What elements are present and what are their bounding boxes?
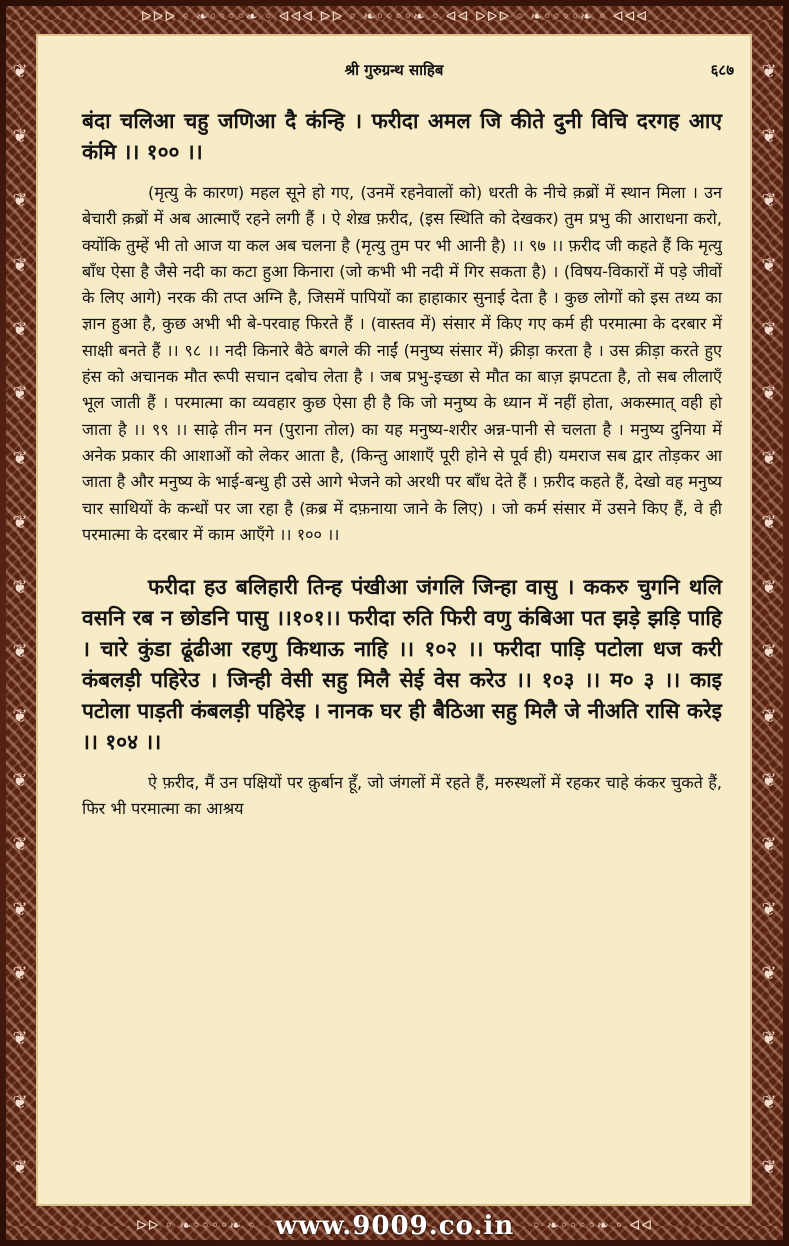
scroll-ornament-icon: ❦ — [761, 963, 777, 985]
bottom-right-ornament: ◦ ❧◦◦◦◦❧ ◦ ᐊᐊ — [532, 1218, 654, 1234]
scroll-ornament-icon: ❦ — [12, 1027, 28, 1049]
scroll-ornament-icon: ❦ — [12, 705, 28, 727]
translation-block-2: ऐ फ़रीद, मैं उन पक्षियों पर क़ुर्बान हूँ, जो जंगलों में रहते हैं, मरुस्थलों में रहकर चाहे कंकर चुकते हैं, फिर भी परमात्मा का आश्रय — [82, 773, 722, 819]
scroll-ornament-icon: ❦ — [761, 576, 777, 598]
scroll-ornament-icon: ❦ — [761, 447, 777, 469]
scroll-ornament-icon: ❦ — [12, 963, 28, 985]
top-ornament-band — [0, 0, 789, 34]
scroll-ornament-icon: ❦ — [761, 1092, 777, 1114]
scroll-ornament-icon: ❦ — [761, 318, 777, 340]
scripture-page — [36, 34, 752, 1206]
scroll-ornament-icon: ❦ — [12, 125, 28, 147]
scroll-ornament-icon: ❦ — [761, 125, 777, 147]
scroll-ornament-icon: ❦ — [761, 1156, 777, 1178]
scroll-ornament-icon: ❦ — [12, 190, 28, 212]
page-number: ६८७ — [710, 61, 734, 79]
site-url-link[interactable]: www.9009.co.in — [274, 1211, 515, 1241]
scroll-ornament-icon: ❦ — [761, 770, 777, 792]
scroll-ornament-icon: ❦ — [12, 447, 28, 469]
bottom-ornament-band — [0, 1206, 789, 1246]
scroll-ornament-icon: ❦ — [12, 770, 28, 792]
scroll-ornament-icon: ❦ — [761, 898, 777, 920]
scroll-ornament-icon: ❦ — [12, 834, 28, 856]
scroll-ornament-icon: ❦ — [761, 705, 777, 727]
scroll-ornament-icon: ❦ — [761, 641, 777, 663]
scroll-ornament-icon: ❦ — [12, 1156, 28, 1178]
scroll-ornament-icon: ❦ — [12, 641, 28, 663]
scroll-ornament-icon: ❦ — [761, 834, 777, 856]
scroll-ornament-icon: ❦ — [12, 576, 28, 598]
scroll-ornament-icon: ❦ — [12, 898, 28, 920]
scroll-ornament-icon: ❦ — [761, 383, 777, 405]
scroll-ornament-icon: ❦ — [761, 512, 777, 534]
translation-block-1: (मृत्यु के कारण) महल सूने हो गए, (उनमें रहनेवालों को) धरती के नीचे क़ब्रों में स्थान मिला । उन बेचारी क़ब्रों में अब आत्माएँ रहने लगी हैं । ऐ शेख़ फ़रीद, (इस स्थिति को देखकर) तुम प्रभु की आराधना करो, क्योंकि तुम्हें भी तो आज या कल अब चलना है (मृत्यु तुम पर भी आनी है) ।। ९७ ।। फ़रीद जी कहते हैं कि मृत्यु बाँध ऐसा है जैसे नदी का कटा हुआ किनारा (जो कभी भी नदी में गिर सकता है) । (विषय-विकारों में पड़े जीवों के लिए आगे) नरक की तप्त अग्नि है, जिसमें पापियों का हाहाकार सुनाई देता है । कुछ लोगों को इस तथ्य का ज्ञान हुआ है, कुछ अभी भी बे-परवाह फिरते हैं । (वास्तव में) संसार में किए गए कर्म ही परमात्मा के दरबार में साक्षी बनते हैं ।। ९८ ।। नदी किनारे बैठे बगले की नाईं (मनुष्य संसार में) क्रीड़ा करता है । उस क्रीड़ा करते हुए हंस को अचानक मौत रूपी सचान दबोच लेता है । जब प्रभु-इच्छा से मौत का बाज़ झपटता है, तो सब लीलाएँ भूल जाती हैं । परमात्मा का व्यवहार कुछ ऐसा ही है कि जो मनुष्य के ध्यान में नहीं होता, अकस्मात् वही हो जाता है ।। ९९ ।। साढ़े तीन मन (पुराना तोल) का यह मनुष्य-शरीर अन्न-पानी से चलता है । मनुष्य दुनिया में अनेक प्रकार की आशाओं को लेकर आता है, (किन्तु आशाएँ पूरी होने से पूर्व ही) यमराज सब द्वार तोड़कर आ जाता है और मनुष्य के भाई-बन्धु ही उसे आगे भेजने को अरथी पर बाँध देते हैं । फ़रीद कहते हैं, देखो वह मनुष्य चार साथियों के कन्धों पर जा रहा है (क़ब्र में दफ़नाया जाने के लिए) । जो कर्म संसार में उसने किए हैं, वे ही परमात्मा के दरबार में काम आएँगे ।। १०० ।। — [82, 183, 722, 544]
bottom-left-ornament: ᐅᐅ ◦ ❧◦◦◦◦❧ ◦ — [135, 1218, 257, 1234]
page-title: श्री गुरुग्रन्थ साहिब — [344, 61, 444, 79]
right-ornament-column — [755, 40, 783, 1200]
left-ornament-column — [6, 40, 34, 1200]
top-ornament: ᐅᐅᐅ ◦ ❧◦◦◦◦❧ ◦ ᐊᐊᐊ ᐅᐅ ◦ ❧◦◦◦◦❧ ◦ ᐊᐊ ᐅᐅᐅ ◦ ❧◦◦◦◦❧ ◦ ᐊᐊᐊ — [140, 9, 649, 25]
page-header — [36, 60, 752, 84]
scroll-ornament-icon: ❦ — [761, 61, 777, 83]
scroll-ornament-icon: ❦ — [12, 318, 28, 340]
scroll-ornament-icon: ❦ — [761, 1027, 777, 1049]
verse-block-2: फरीदा हउ बलिहारी तिन्ह पंखीआ जंगलि जिन्हा वासु । ककरु चुगनि थलि वसनि रब न छोडनि पासु ।।१०१।। फरीदा रुति फिरी वणु कंबिआ पत झड़े झड़ि पाहि । चारे कुंडा ढूंढीआ रहणु किथाऊ नाहि ।। १०२ ।। फरीदा पाड़ि पटोला धज करी कंबलड़ी पहिरेउ । जिन्ही वेसी सहु मिलै सेई वेस करेउ ।। १०३ ।। म० ३ ।। काइ पटोला पाड़ती कंबलड़ी पहिरेइ । नानक घर ही बैठिआ सहु मिलै जे नीअति रासि करेइ ।। १०४ ।। — [82, 575, 722, 755]
scroll-ornament-icon: ❦ — [12, 1092, 28, 1114]
verse-block-top: बंदा चलिआ चहु जणिआ दै कंन्हि । फरीदा अमल जि कीते दुनी विचि दरगह आए कंमि ।। १०० ।। — [82, 109, 722, 164]
scroll-ornament-icon: ❦ — [12, 254, 28, 276]
scroll-ornament-icon: ❦ — [12, 383, 28, 405]
scroll-ornament-icon: ❦ — [761, 254, 777, 276]
scroll-ornament-icon: ❦ — [12, 61, 28, 83]
page-content — [82, 106, 722, 823]
scroll-ornament-icon: ❦ — [12, 512, 28, 534]
scroll-ornament-icon: ❦ — [761, 190, 777, 212]
